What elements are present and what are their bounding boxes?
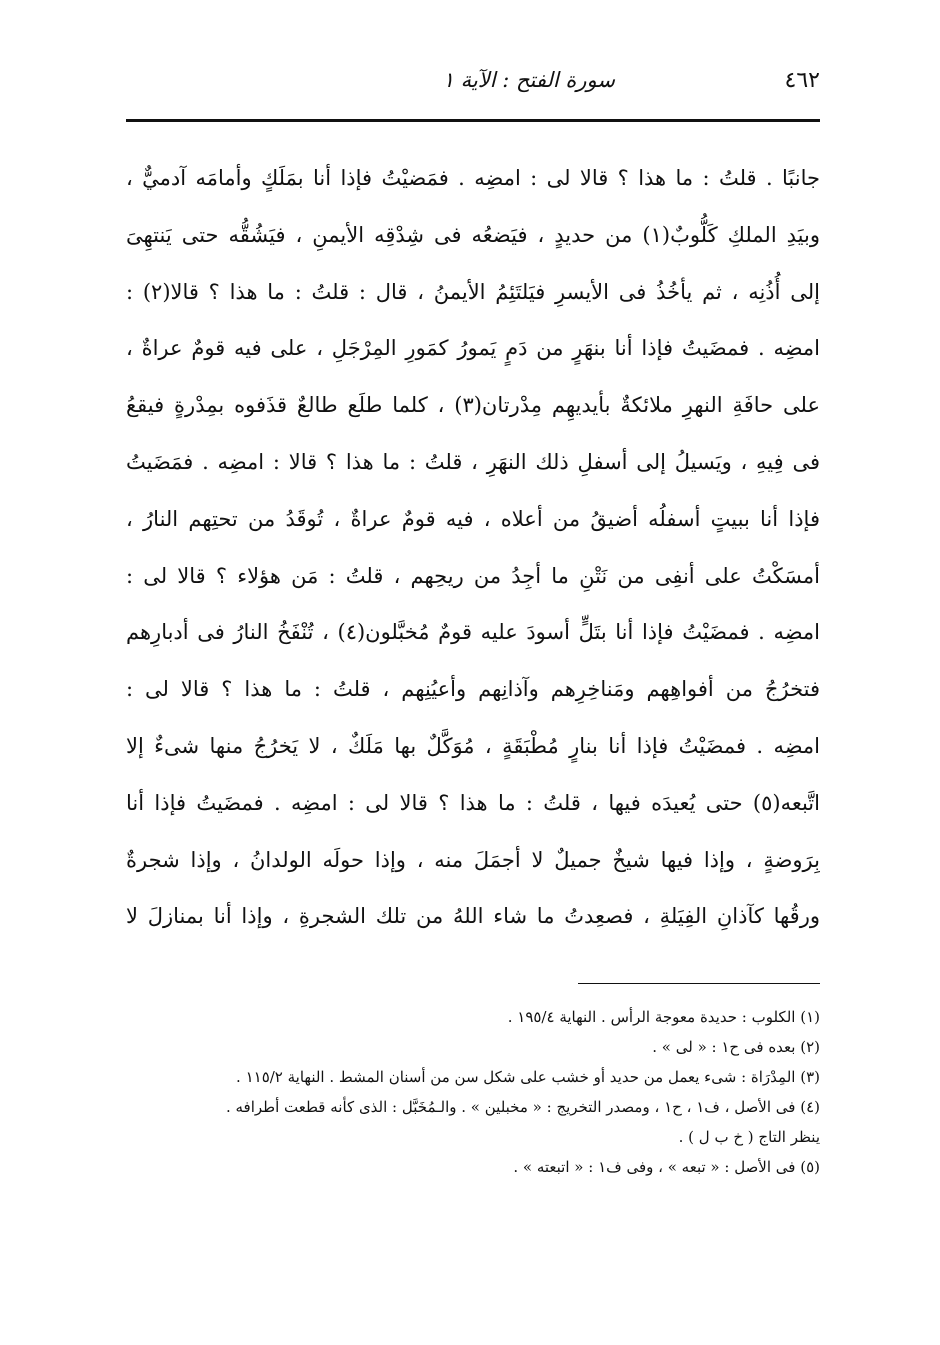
- body-line: جانبًا . قلتُ : ما هذا ؟ قالا لى : امضِه . فمَضيْتُ فإذا أنا بمَلَكٍ وأمامَه آدميٌّ ،: [126, 166, 820, 190]
- body-line: أمسَكْتُ على أنفِى من نَتْنِ ما أجِدُ من ريحِهم ، قلتُ : مَن هؤلاء ؟ قالا لى :: [126, 563, 820, 588]
- page-header: [126, 62, 820, 106]
- body-line: ورقُها كآذانِ الفِيَلةِ ، فصعِدتُ ما شاء اللهُ من تلك الشجرةِ ، وإذا أنا بمنازلَ لا: [126, 904, 820, 929]
- body-line: بِرَوضةٍ ، وإذا فيها شيخٌ جميلٌ لا أجمَلَ منه ، وإذا حولَه الولدانُ ، وإذا شجرةٌ: [126, 847, 820, 872]
- footnote-5: (٥) فى الأصل : « تبعه » ، وفى ف١ : « اتبعته » .: [513, 1158, 820, 1176]
- header-rule: [126, 119, 820, 122]
- body-line: على حافَةِ النهرِ ملائكةٌ بأيديهِم مِدْرتان(٣) ، كلما طلَع طالعٌ قذَفوه بمِدْرةٍ فيقعُ: [126, 393, 820, 418]
- body-line: إلى أُذُنِه ، ثم يأخُذُ فى الأيسرِ فيَلتَئِمُ الأيمنُ ، قال : قلتُ : ما هذا ؟ قالا(٢) :: [126, 279, 820, 304]
- body-line: فإذا أنا ببيتٍ أسفلُه أضيقُ من أعلاه ، فيه قومٌ عراةٌ ، تُوقَدُ من تحتِهم النارُ ،: [126, 506, 820, 531]
- footnote-4: (٤) فى الأصل ، ف١ ، ح١ ، ومصدر التخريج : « مخبلين » . والـمُخَبَّل : الذى كأنه قطعت أطرافه .: [225, 1098, 820, 1116]
- body-text: [126, 150, 820, 945]
- body-line: اتَّبعه(٥) حتى يُعيدَه فيها ، قلتُ : ما هذا ؟ قالا لى : امضِه . فمضَيتُ فإذا أنا: [126, 790, 820, 815]
- footnote-4-continued: ينظر التاج ( خ ب ل ) .: [678, 1128, 820, 1146]
- body-line: وبيَدِ الملكِ كَلُّوبٌ(١) من حديدٍ ، فيَضعُه فى شِدْقِه الأيمنِ ، فيَشُقُّه حتى يَنتهِىَ: [126, 222, 820, 247]
- body-line: فى فِيهِ ، ويَسيلُ إلى أسفلِ ذلك النهَرِ ، قلتُ : ما هذا ؟ قالا : امضِه . فمَضَيتُ: [126, 449, 820, 474]
- footnotes: [126, 1002, 820, 1182]
- body-line: امضِه . فمضَيتُ فإذا أنا بنهَرٍ من دَمٍ يَمورُ كمَورِ المِرْجَلِ ، على فيه قومٌ عراةٌ ،: [126, 336, 820, 361]
- footnote-2: (٢) بعده فى ح١ : « لى » .: [652, 1038, 820, 1056]
- page-number: ٤٦٢: [784, 68, 820, 93]
- body-line: امضِه . فمضَيْتُ فإذا أنا بتَلٍّ أسودَ عليه قومٌ مُخبَّلون(٤) ، تُنْفَخُ النارُ فى أدبارِهم: [126, 620, 820, 645]
- body-line: امضِه . فمضَيْتُ فإذا أنا بنارٍ مُطْبَقَةٍ ، مُوَكَّلٌ بها مَلَكٌ ، لا يَخرُجُ منها شىءٌ إلا: [126, 733, 820, 758]
- footnote-1: (١) الكلوب : حديدة معوجة الرأس . النهاية ١٩٥/٤ .: [507, 1008, 820, 1026]
- footnote-3: (٣) المِدْرَاة : شىء يعمل من حديد أو خشب على شكل سن من أسنان المشط . النهاية ١١٥/٢ .: [236, 1068, 820, 1086]
- running-title: سورة الفتح : الآية ١: [442, 68, 615, 92]
- footnote-separator: [578, 983, 820, 984]
- body-line: فتخرُجُ من أفواهِهم ومَناخِرِهم وآذانِهم وأعيُنِهم ، قلتُ : ما هذا ؟ قالا لى :: [126, 677, 820, 702]
